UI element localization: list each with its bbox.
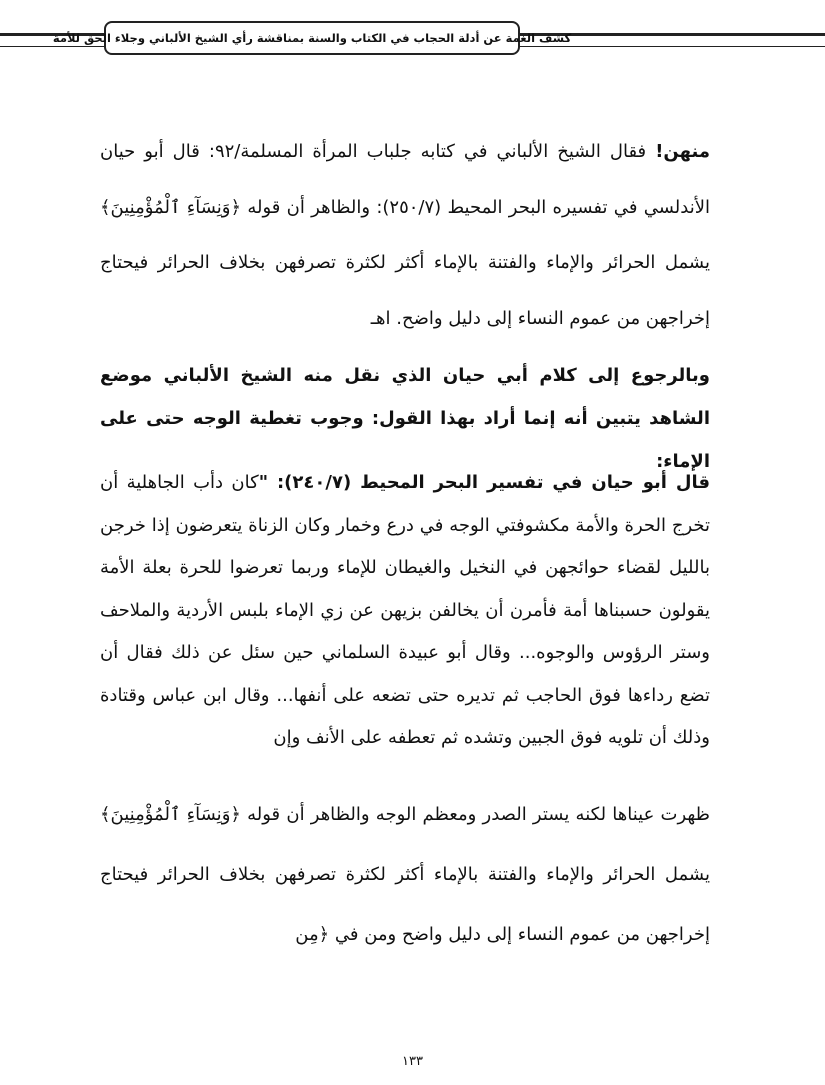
paragraph-text: وبالرجوع إلى كلام أبي حيان الذي نقل منه الشيخ الألباني موضع الشاهد يتبين أنه إنما أراد بهذا القول: وجوب تغطية الوجه حتى على الإماء: [100, 365, 710, 472]
paragraph-text: ظهرت عيناها لكنه يستر الصدر ومعظم الوجه والظاهر أن قوله ﴿وَنِسَآءِ ٱلْمُؤْمِنِينَ﴾ يشمل الحرائر والإماء والفتنة بالإماء أكثر لكثرة تصرفهن بخلاف الحرائر فيحتاج إخراجهن من عموم النساء إلى دليل واضح ومن في ﴿مِن [100, 804, 710, 945]
paragraph-lead: منهن! [655, 141, 710, 162]
paragraph-abu-hayyan-continuation [100, 785, 710, 965]
paragraph-lead: قال أبو حيان في تفسير البحر المحيط (٢٤٠/٧): " [258, 472, 710, 493]
paragraph-text: كان دأب الجاهلية أن تخرج الحرة والأمة مكشوفتي الوجه في درع وخمار وكان الزناة يتعرضون إذا خرجن بالليل لقضاء حوائجهن في النخيل والغيطان للإماء وربما تعرضوا للحرة بعلة الأمة يقولون حسبناها أمة فأمرن أن يخالفن بزيهن عن زي الإماء بلبس الأردية والملاحف وستر الرؤوس والوجوه... وقال أبو عبيدة السلماني حين سئل عن ذلك فقال أن تضع رداءها فوق الحاجب ثم تديره حتى تضعه على أنفها... وقال ابن عباس وقتادة وذلك أن تلويه فوق الجبين وتشده ثم تعطفه على الأنف وإن [100, 472, 710, 748]
paragraph-albani-quote [100, 124, 710, 346]
paragraph-abu-hayyan-quote [100, 462, 710, 760]
running-header [52, 21, 572, 55]
running-header-title: كشف الغمة عن أدلة الحجاب في الكتاب والسنة بمناقشة رأي الشيخ الألباني وجلاء الحق للأمة [52, 31, 572, 45]
paragraph-text: فقال الشيخ الألباني في كتابه جلباب المرأة المسلمة/٩٢: قال أبو حيان الأندلسي في تفسيره البحر المحيط (٢٥٠/٧): والظاهر أن قوله ﴿وَنِسَآءِ ٱلْمُؤْمِنِينَ﴾ يشمل الحرائر والإماء والفتنة بالإماء أكثر لكثرة تصرفهن بخلاف الحرائر فيحتاج إخراجهن من عموم النساء إلى دليل واضح. اهـ [100, 141, 710, 329]
page-number: ١٣٣ [402, 1054, 423, 1069]
